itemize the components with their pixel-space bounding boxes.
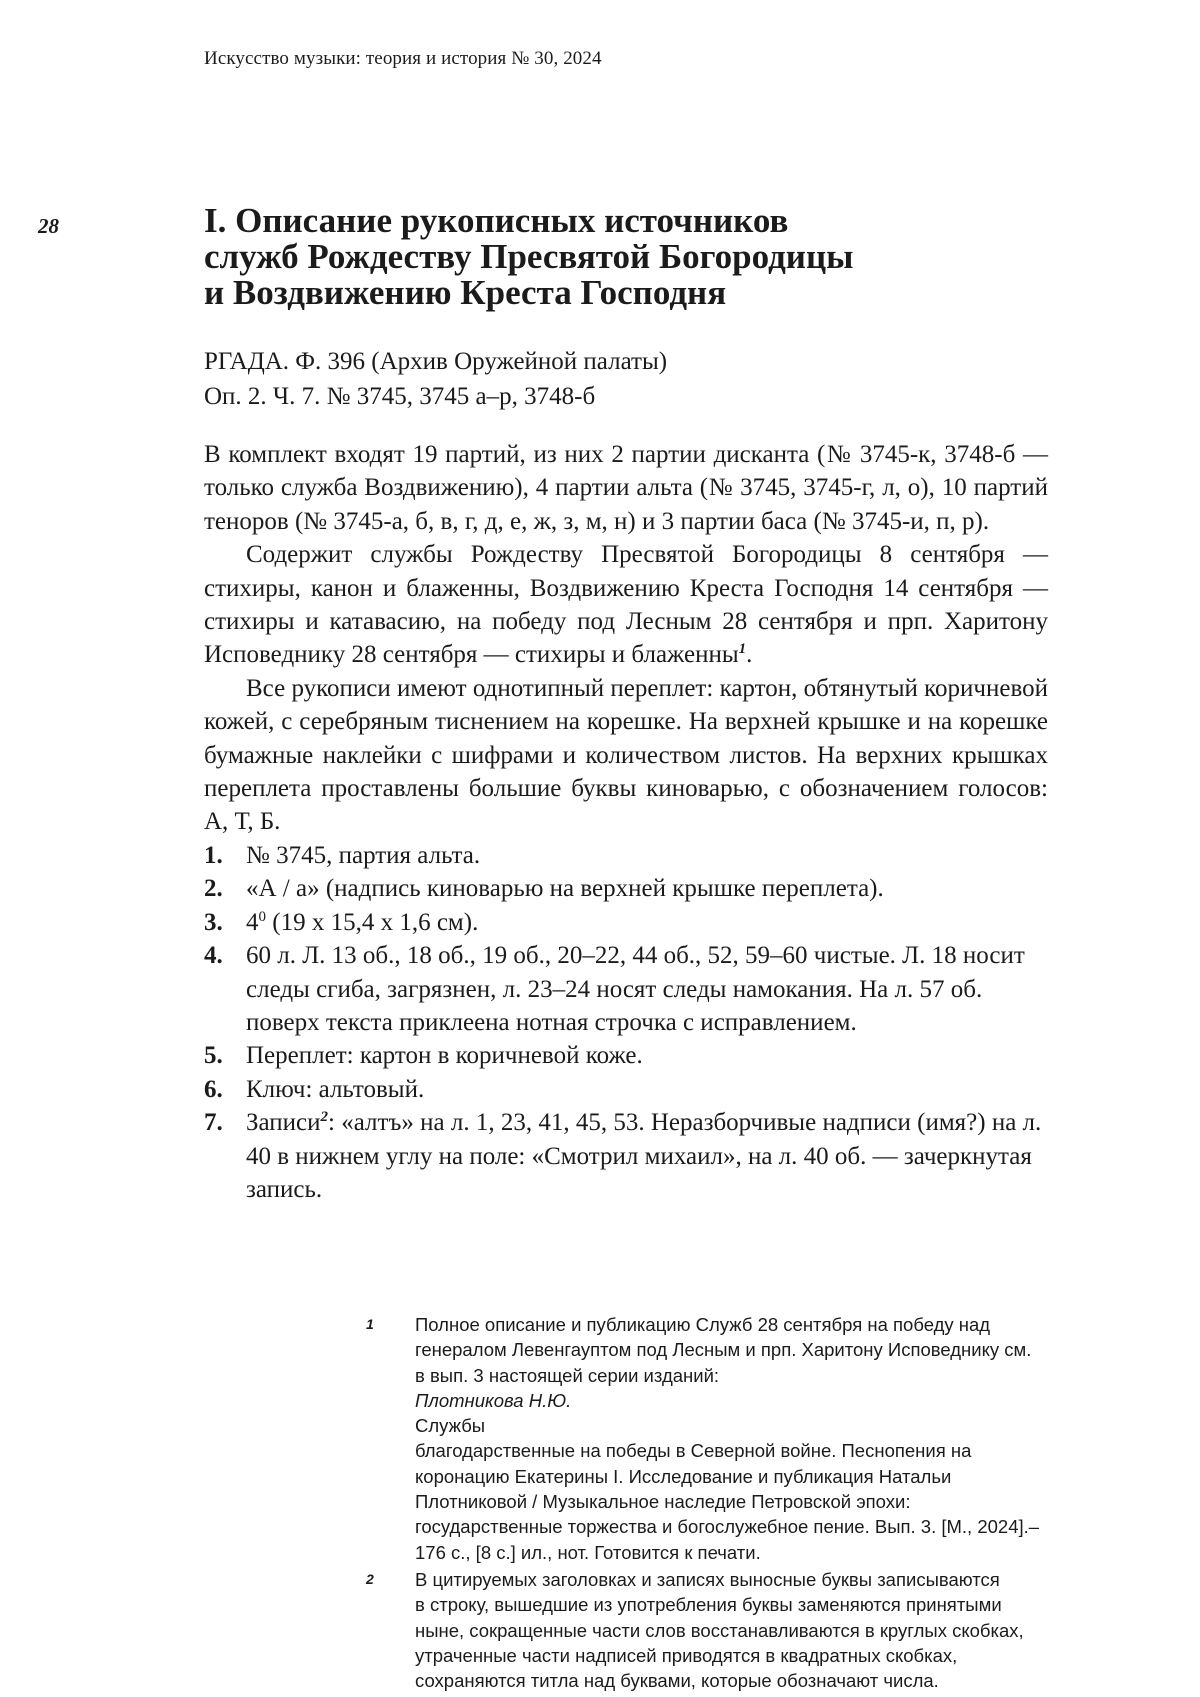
footnote-line: в строку, вышедшие из употребления буквы заменяются принятыми [415,1594,1002,1616]
footnote-line [415,1363,1136,1439]
list-item-text: 60 л. Л. 13 об., 18 об., 19 об., 20–22, 44 об., 52, 59–60 чистые. Л. 18 носит следы сгиба, загрязнен, л. 23–24 носят следы намокания. На л. 57 об. поверх текста приклеена нотная строчка с исправлением. [246,942,1025,1036]
footnote-line: 176 с., [8 с.] ил., нот. Готовится к печати. [415,1541,761,1563]
archive-reference [204,344,667,414]
list-item-label: Записи [246,1109,321,1137]
main-text [204,438,1048,1206]
footnote-line: Полное описание и публикацию Служб 28 сентября на победу над [415,1314,991,1335]
footnote-1 [366,1312,1136,1565]
footnote-line: благодарственные на победы в Северной войне. Песнопения на [415,1440,972,1462]
paragraph-contents-end: . [746,641,753,669]
footnote-line: сохраняются титла над буквами, которые обозначают числа. [415,1670,939,1692]
footnote-line: утраченные части надписей приводятся в квадратных скобках, [415,1644,958,1666]
footnote-ref-2[interactable]: 2 [320,1109,329,1126]
footnote-line: Плотниковой / Музыкальное наследие Петровской эпохи: [415,1491,911,1513]
running-head: Искусство музыки: теория и история № 30, 2024 [204,48,602,69]
footnote-line: государственные торжества и богослужебное пение. Вып. 3. [М., 2024].– [415,1516,1040,1538]
footnote-line: коронацию Екатерины I. Исследование и публикация Натальи [415,1465,952,1487]
section-title-line: I. Описание рукописных источников [204,201,789,240]
footnote-line-part: Службы [415,1415,486,1437]
footnote-mark: 1 [366,1316,374,1332]
list-item-number: 2. [204,875,223,903]
manuscript-description-list [204,839,1048,1206]
format-superscript: 0 [258,908,266,925]
section-title [204,203,1034,311]
footnote-line: генералом Левенгауптом под Лесным и прп. Харитону Исповеднику см. [415,1339,1032,1361]
list-item [204,906,1048,939]
section-title-line: и Воздвижению Креста Господня [204,273,727,312]
paragraph-binding: Все рукописи имеют однотипный переплет: картон, обтянутый коричневой кожей, с серебряным тиснением на корешке. На верхней крышке и на корешке бумажные наклейки с шифрами и количеством листов. На верхних крышках переплета проставлены большие буквы киноварью, с обозначением голосов: А, Т, Б. [204,674,1048,836]
list-item [204,1039,1048,1072]
footnote-ref-1[interactable]: 1 [738,641,747,658]
list-item [204,939,1048,1039]
footnote-2 [366,1567,1136,1693]
paragraph-contents [204,538,1048,672]
footnote-author: Плотникова Н.Ю. [415,1389,572,1411]
list-item-number: 7. [204,1109,223,1137]
list-item-text: Переплет: картон в коричневой коже. [246,1042,643,1070]
footnote-line: ныне, сокращенные части слов восстанавливаются в круглых скобках, [415,1619,1024,1641]
footnote-text [415,1567,1136,1693]
section-title-line: служб Рождеству Пресвятой Богородицы [204,237,854,276]
list-item [204,839,1048,872]
footnote-text [415,1312,1136,1565]
footnote-line-part: в вып. 3 настоящей серии изданий: [415,1364,720,1386]
list-item-format: 4 [246,908,259,936]
list-item [204,872,1048,905]
list-item-text: «А / а» (надпись киноварью на верхней крышке переплета). [246,875,884,903]
footnotes [366,1312,1136,1695]
list-item-text: № 3745, партия альта. [246,841,481,869]
list-item [204,1106,1048,1206]
footnote-line: В цитируемых заголовках и записях выносные буквы записываются [415,1568,1000,1590]
page-number: 28 [38,214,59,238]
list-item-text: Ключ: альтовый. [246,1075,425,1103]
list-item-number: 1. [204,841,223,869]
archive-inventory: Оп. 2. Ч. 7. № 3745, 3745 а–р, 3748-б [204,383,596,410]
paragraph-contents-text: Содержит службы Рождеству Пресвятой Богородицы 8 сентября — стихиры, канон и блаженны, Воздвижению Креста Господня 14 сентября — стихиры и катавасию, на победу под Лесным 28 сентября и прп. Харитону Исповеднику 28 сентября — стихиры и блаженны [204,541,1048,669]
list-item-number: 4. [204,942,223,970]
list-item-number: 6. [204,1075,223,1103]
list-item [204,1073,1048,1106]
list-item-number: 5. [204,1042,223,1070]
paragraph-composition: В комплект входят 19 партий, из них 2 партии дисканта (№ 3745-к, 3748-б — только служба Воздвижению), 4 партии альта (№ 3745, 3745-г, л, о), 10 партий теноров (№ 3745-а, б, в, г, д, е, ж, з, м, н) и 3 партии баса (№ 3745-и, п, р). [204,441,1048,535]
list-item-text: : «алтъ» на л. 1, 23, 41, 45, 53. Неразборчивые надписи (имя?) на л. 40 в нижнем углу на поле: «Смотрил михаил», на л. 40 об. — зачеркнутая запись. [246,1109,1042,1203]
list-item-number: 3. [204,908,223,936]
footnote-mark: 2 [366,1570,374,1587]
archive-fund: РГАДА. Ф. 396 (Архив Оружейной палаты) [204,348,668,375]
list-item-text: (19 х 15,4 х 1,6 см). [266,908,479,936]
